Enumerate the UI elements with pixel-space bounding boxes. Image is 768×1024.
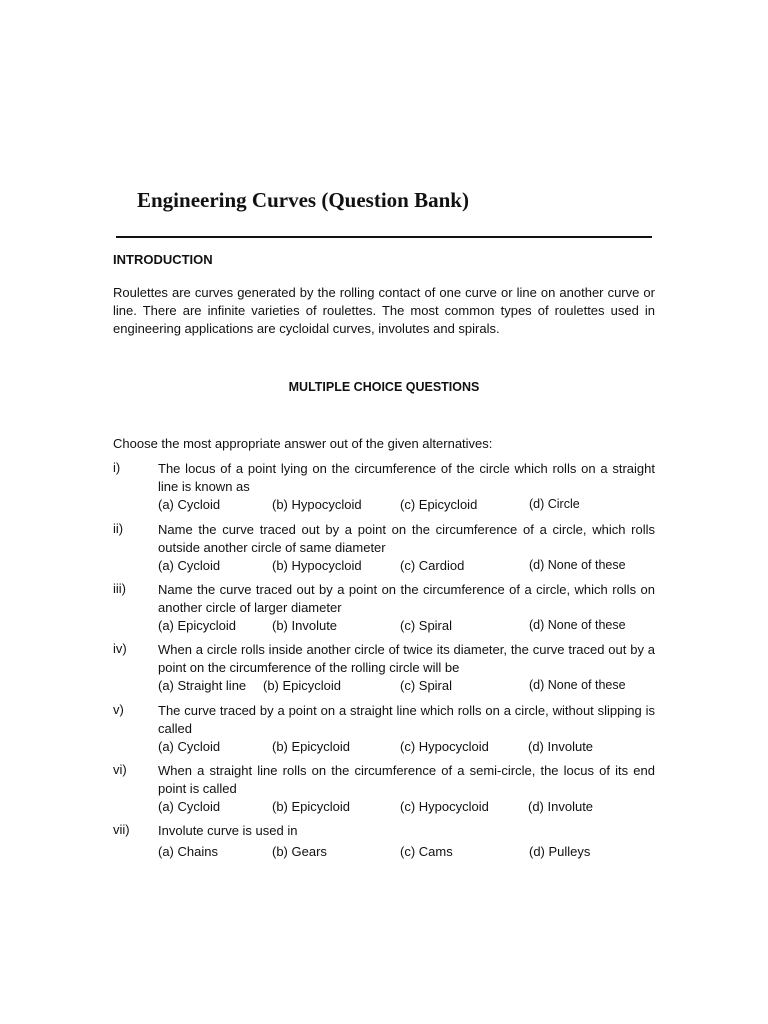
option-a: (a) Cycloid [158,558,221,573]
question-number: vii) [113,822,130,837]
option-c: (c) Cams [400,844,453,859]
answer-options [158,618,655,634]
question-text: When a straight line rolls on the circumference of a semi-circle, the locus of its end point is called [158,763,655,796]
question-text: Name the curve traced out by a point on the circumference of a circle, which rolls outside another circle of same diameter [158,522,655,555]
answer-options [158,844,655,860]
option-c: (c) Cardiod [400,558,465,573]
option-c: (c) Spiral [400,678,453,693]
option-b: (b) Epicycloid [272,739,351,754]
option-b: (b) Involute [272,618,338,633]
option-d: (d) Pulleys [529,844,591,859]
answer-options [158,497,655,513]
option-a: (a) Epicycloid [158,618,237,633]
question-number: iv) [113,641,127,656]
question-text: Name the curve traced out by a point on the circumference of a circle, which rolls on another circle of larger diameter [158,582,655,615]
option-c: (c) Hypocycloid [400,739,489,754]
answer-options [158,678,655,694]
option-b: (b) Epicycloid [263,678,342,693]
option-b: (b) Hypocycloid [272,497,362,512]
mcq-heading: MULTIPLE CHOICE QUESTIONS [288,380,480,394]
title-underline [116,236,652,238]
question-number: v) [113,702,124,717]
option-d: (d) None of these [529,558,626,572]
question-number: iii) [113,581,126,596]
option-d: (d) Involute [528,799,594,814]
instruction-text: Choose the most appropriate answer out of the given alternatives: [113,436,493,451]
page-title: Engineering Curves (Question Bank) [137,188,469,212]
answer-options [158,558,655,574]
question-text: Involute curve is used in [158,823,298,838]
answer-options [158,739,655,755]
option-d: (d) Circle [529,497,580,511]
option-c: (c) Epicycloid [400,497,478,512]
question-text: When a circle rolls inside another circle of twice its diameter, the curve traced out by a point on the circumference of the rolling circle will be [158,642,655,675]
question-text: The curve traced by a point on a straight line which rolls on a circle, without slipping is called [158,703,655,736]
option-b: (b) Epicycloid [272,799,351,814]
option-d: (d) None of these [529,678,626,692]
option-c: (c) Hypocycloid [400,799,489,814]
intro-heading: INTRODUCTION [113,252,213,267]
option-d: (d) None of these [529,618,626,632]
option-a: (a) Chains [158,844,218,859]
option-b: (b) Hypocycloid [272,558,362,573]
option-a: (a) Cycloid [158,739,221,754]
option-a: (a) Cycloid [158,497,221,512]
option-a: (a) Cycloid [158,799,221,814]
option-b: (b) Gears [272,844,327,859]
answer-options [158,799,655,815]
option-c: (c) Spiral [400,618,453,633]
option-d: (d) Involute [528,739,594,754]
question-number: vi) [113,762,127,777]
question-number: i) [113,460,121,475]
option-a: (a) Straight line [158,678,247,693]
question-text: The locus of a point lying on the circumference of the circle which rolls on a straight line is known as [158,461,655,494]
intro-paragraph: Roulettes are curves generated by the rolling contact of one curve or line on another curve or line. There are infinite varieties of roulettes. The most common types of roulettes used in engineering applications are cycloidal curves, involutes and spirals. [113,285,655,336]
question-number: ii) [113,521,124,536]
